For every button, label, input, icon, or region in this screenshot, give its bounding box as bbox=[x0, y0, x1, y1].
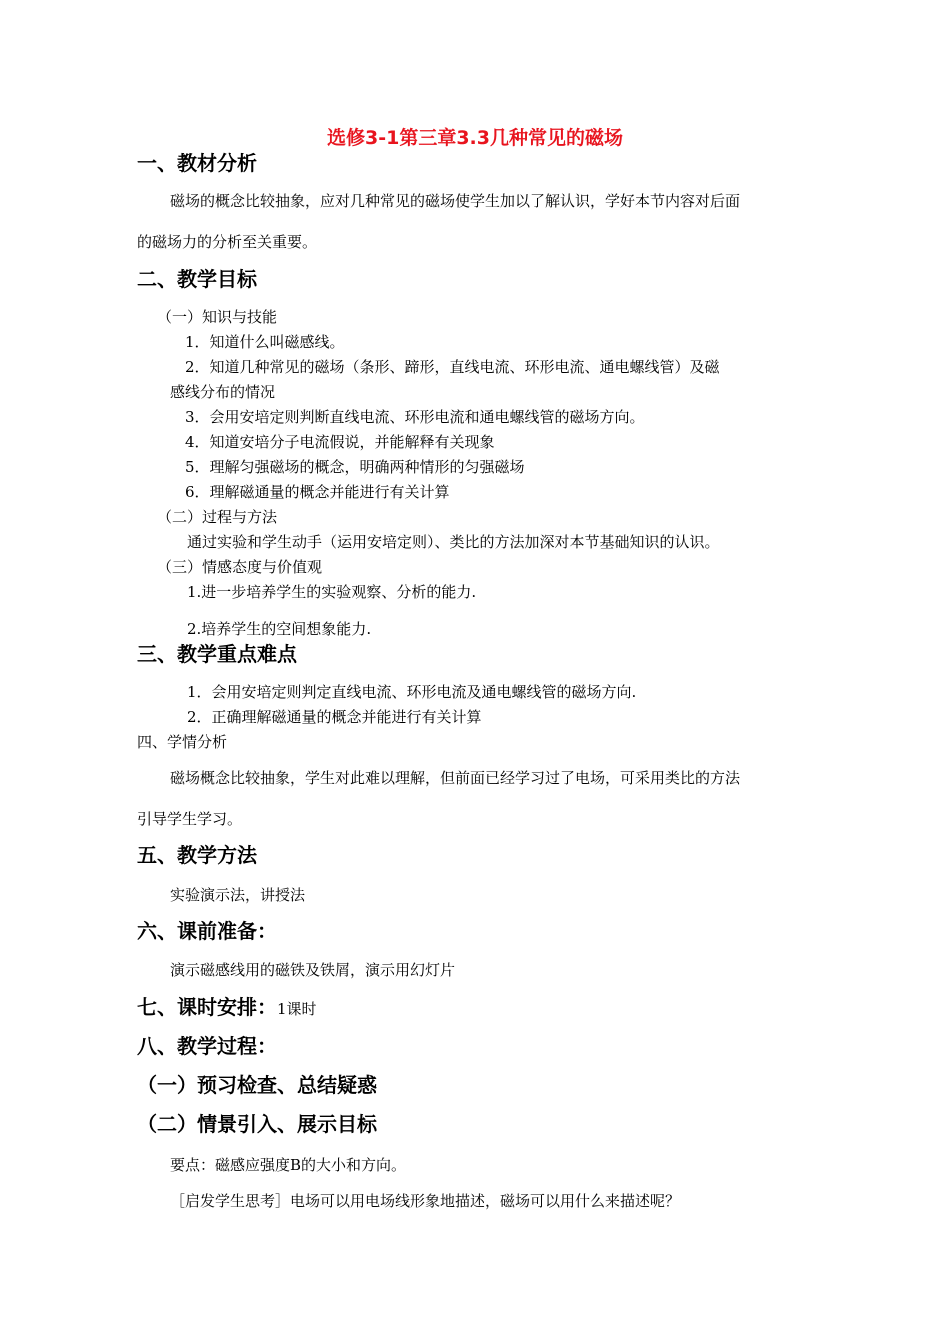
list-item: 2.培养学生的空间想象能力. bbox=[187, 620, 372, 638]
subheading-preview-check: （一）预习检查、总结疑惑 bbox=[137, 1073, 377, 1097]
list-item: 6．理解磁通量的概念并能进行有关计算 bbox=[185, 483, 450, 501]
schedule-value: 1课时 bbox=[277, 1000, 317, 1018]
subheading: （二）过程与方法 bbox=[157, 508, 278, 526]
heading-key-points: 三、教学重点难点 bbox=[137, 642, 297, 666]
paragraph-line: 实验演示法，讲授法 bbox=[170, 886, 306, 904]
heading-preparation: 六、课前准备： bbox=[137, 919, 277, 943]
paragraph-line: 磁场的概念比较抽象，应对几种常见的磁场使学生加以了解认识，学好本节内容对后面 bbox=[170, 192, 741, 210]
paragraph-line: 要点：磁感应强度B的大小和方向。 bbox=[170, 1156, 407, 1174]
list-item: 4．知道安培分子电流假说，并能解释有关现象 bbox=[185, 433, 495, 451]
list-item: 2．知道几种常见的磁场（条形、蹄形，直线电流、环形电流、通电螺线管）及磁 bbox=[185, 358, 720, 376]
heading-schedule bbox=[137, 994, 317, 1022]
heading-learner-analysis: 四、学情分析 bbox=[137, 733, 228, 751]
list-item: 1.进一步培养学生的实验观察、分析的能力. bbox=[187, 583, 477, 601]
paragraph-line: 演示磁感线用的磁铁及铁屑，演示用幻灯片 bbox=[170, 961, 456, 979]
list-item: 1．会用安培定则判定直线电流、环形电流及通电螺线管的磁场方向. bbox=[187, 683, 637, 701]
list-item: 2．正确理解磁通量的概念并能进行有关计算 bbox=[187, 708, 482, 726]
subheading-scene-intro: （二）情景引入、展示目标 bbox=[137, 1112, 377, 1136]
paragraph-line: 引导学生学习。 bbox=[137, 810, 243, 828]
list-item: 1．知道什么叫磁感线。 bbox=[185, 333, 345, 351]
subheading: （一）知识与技能 bbox=[157, 308, 278, 326]
heading-textbook-analysis: 一、教材分析 bbox=[137, 151, 257, 175]
paragraph-line: 的磁场力的分析至关重要。 bbox=[137, 233, 318, 251]
list-item-continuation: 感线分布的情况 bbox=[170, 383, 276, 401]
paragraph-line: 通过实验和学生动手（运用安培定则）、类比的方法加深对本节基础知识的认识。 bbox=[187, 533, 720, 551]
list-item: 5．理解匀强磁场的概念，明确两种情形的匀强磁场 bbox=[185, 458, 525, 476]
heading-teaching-methods: 五、教学方法 bbox=[137, 843, 257, 867]
paragraph-line: ［启发学生思考］电场可以用电场线形象地描述，磁场可以用什么来描述呢？ bbox=[170, 1192, 681, 1210]
heading-teaching-goals: 二、教学目标 bbox=[137, 267, 257, 291]
list-item: 3．会用安培定则判断直线电流、环形电流和通电螺线管的磁场方向。 bbox=[185, 408, 645, 426]
heading-schedule-label: 七、课时安排： bbox=[137, 995, 277, 1019]
subheading: （三）情感态度与价值观 bbox=[157, 558, 323, 576]
paragraph-line: 磁场概念比较抽象，学生对此难以理解，但前面已经学习过了电场，可采用类比的方法 bbox=[170, 769, 741, 787]
heading-teaching-process: 八、教学过程： bbox=[137, 1034, 277, 1058]
document-title: 选修3-1第三章3.3几种常见的磁场 bbox=[327, 127, 623, 149]
